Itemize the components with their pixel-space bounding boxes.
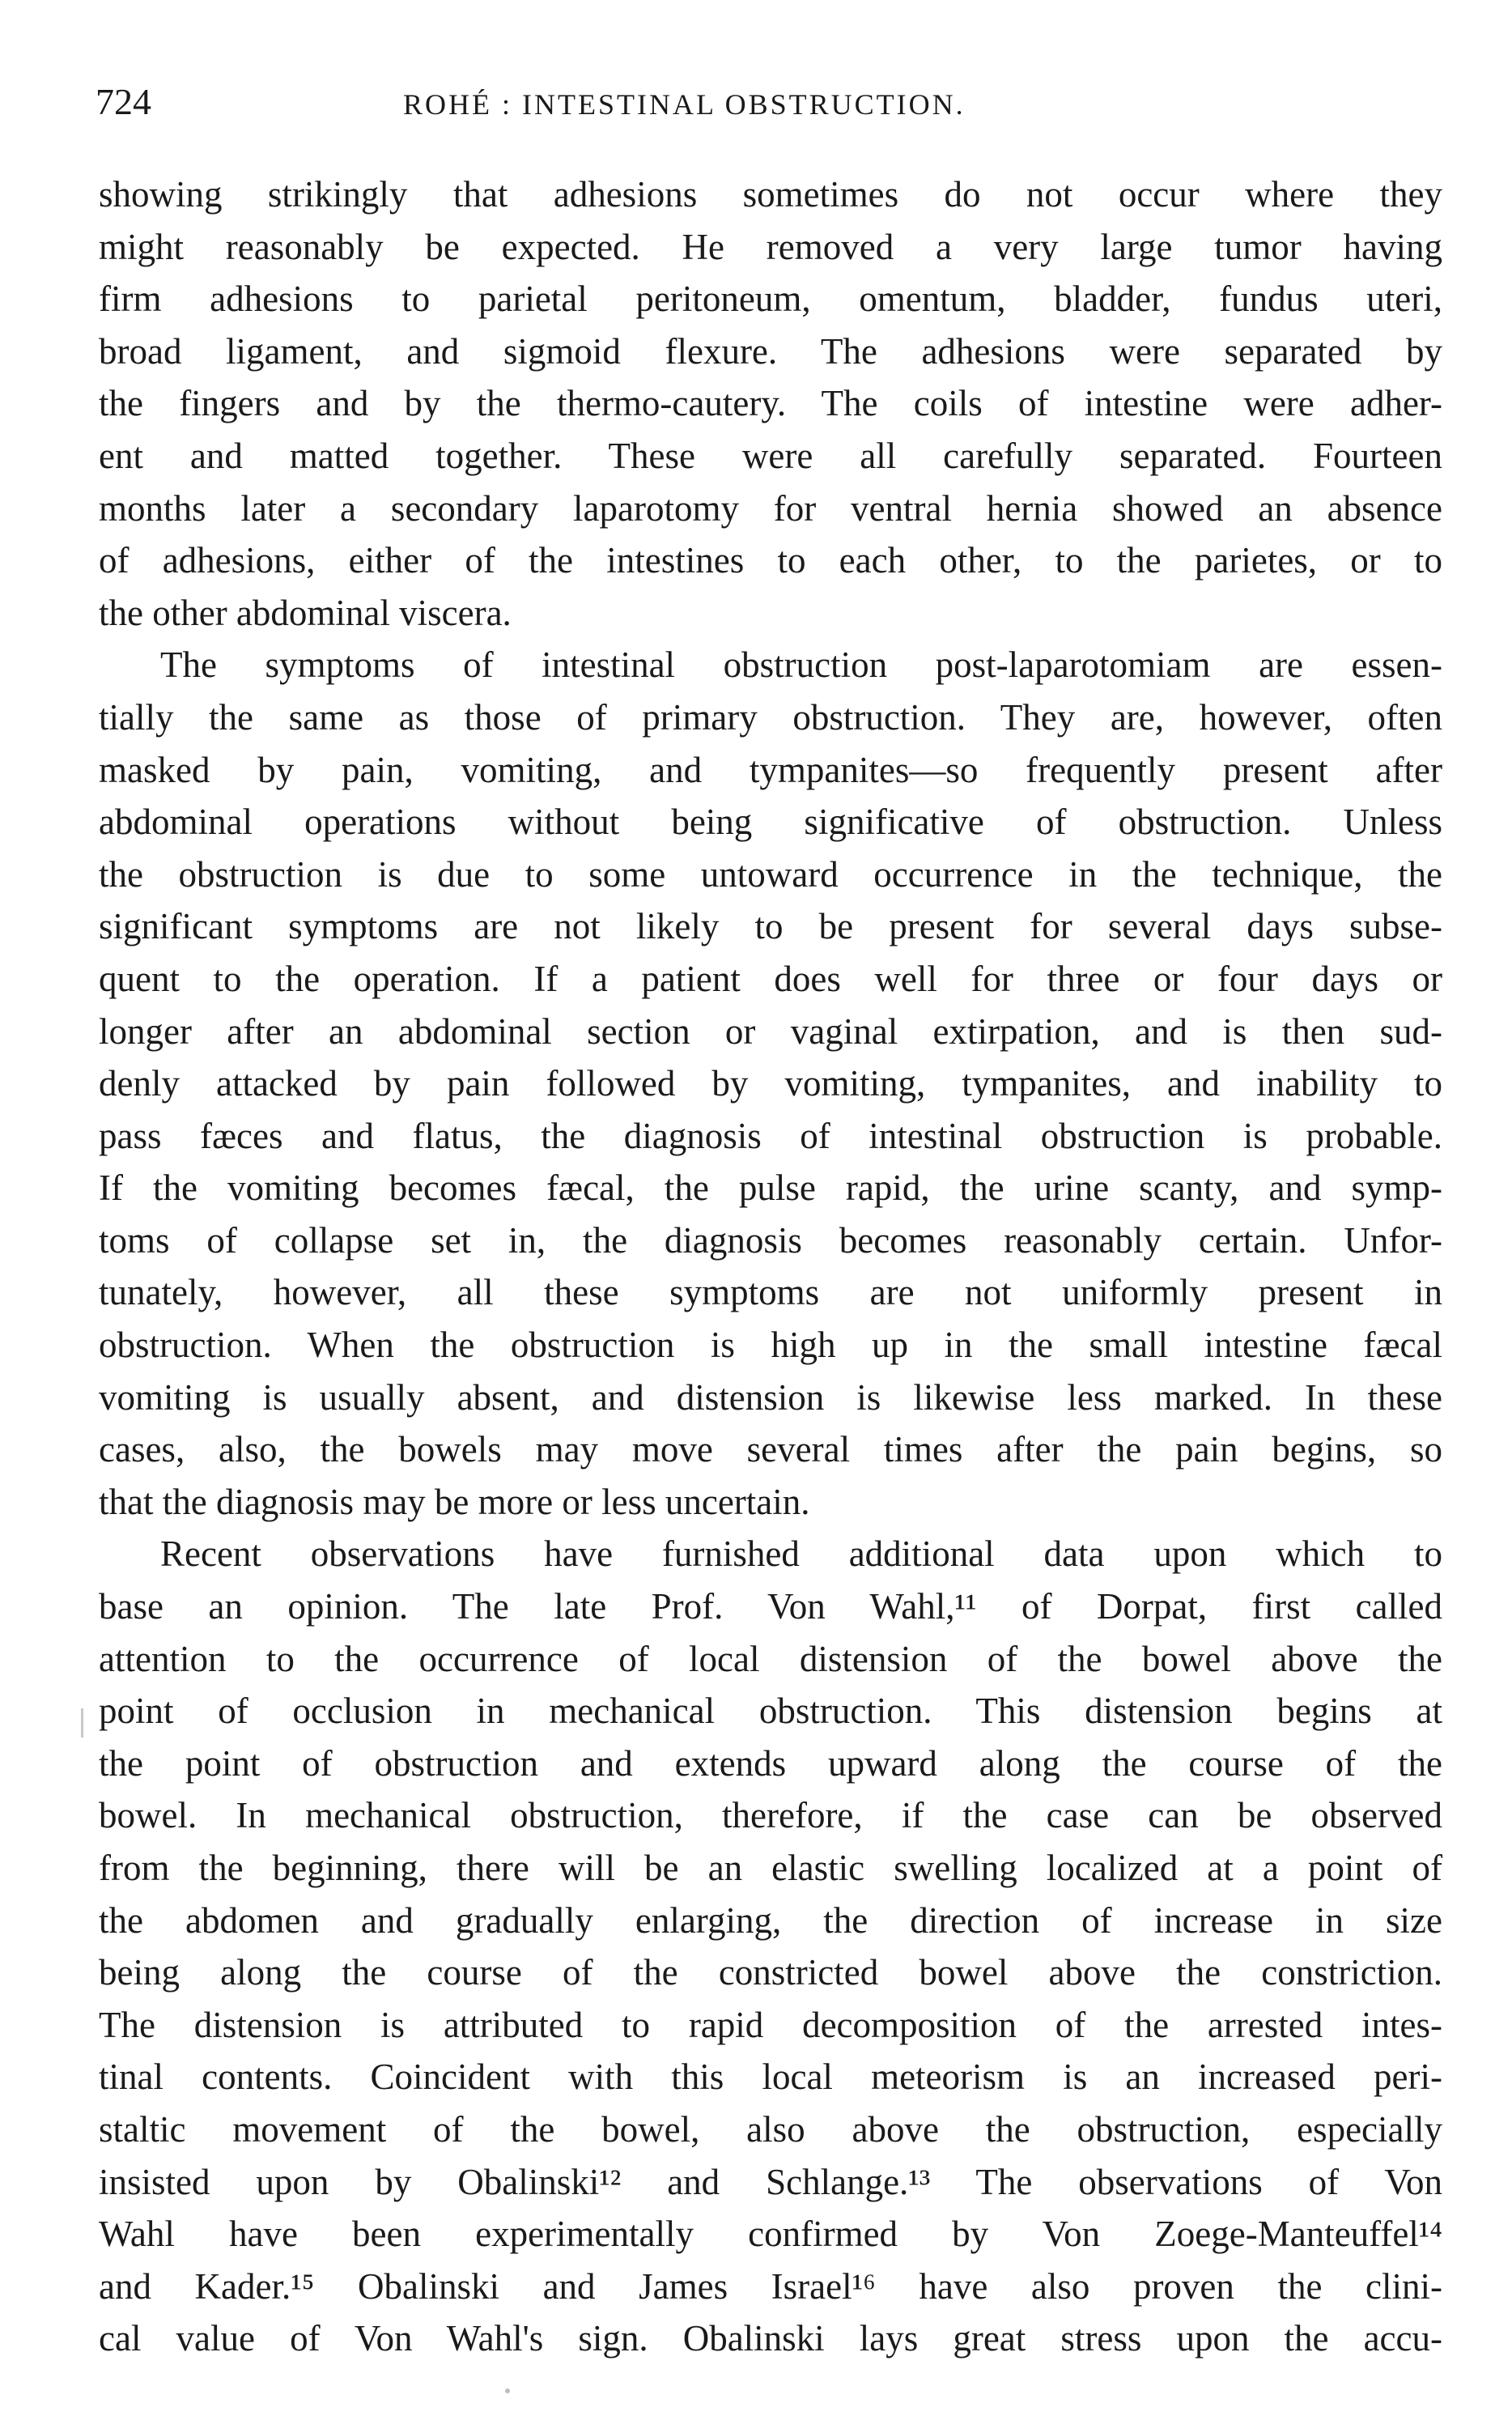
text-line: the obstruction is due to some untoward occurrence in the technique, the (99, 853, 1442, 895)
paragraph-start-line: The symptoms of intestinal obstruction post-laparotomiam are essen- (160, 644, 1442, 686)
text-line: If the vomiting becomes fæcal, the pulse rapid, the urine scanty, and symp- (99, 1168, 1442, 1209)
text-line: significant symptoms are not likely to be present for several days subse- (99, 906, 1442, 947)
text-line: cal value of Von Wahl's sign. Obalinski lays great stress upon the accu- (99, 2318, 1442, 2359)
text-line: masked by pain, vomiting, and tympanites—so frequently present after (99, 749, 1442, 790)
text-line: insisted upon by Obalinski¹² and Schlange.¹³ The observations of Von (99, 2161, 1442, 2202)
text-line: might reasonably be expected. He removed a very large tumor having (99, 226, 1442, 267)
text-line: The distension is attributed to rapid decomposition of the arrested intes- (99, 2004, 1442, 2045)
text-line: and Kader.¹⁵ Obalinski and James Israel¹⁶ have also proven the clini- (99, 2265, 1442, 2307)
text-line: being along the course of the constricted bowel above the constriction. (99, 1952, 1442, 1993)
text-line: Wahl have been experimentally confirmed by Von Zoege-Manteuffel¹⁴ (99, 2214, 1442, 2255)
margin-mark (81, 1708, 83, 1738)
text-line: denly attacked by pain followed by vomiting, tympanites, and inability to (99, 1063, 1442, 1104)
text-line: firm adhesions to parietal peritoneum, omentum, bladder, fundus uteri, (99, 279, 1442, 320)
text-line: the point of obstruction and extends upward along the course of the (99, 1742, 1442, 1784)
running-title: ROHÉ : INTESTINAL OBSTRUCTION. (403, 88, 966, 121)
text-line: broad ligament, and sigmoid flexure. The adhesions were separated by (99, 330, 1442, 372)
print-speck (505, 2388, 510, 2393)
text-line: bowel. In mechanical obstruction, therefore, if the case can be observed (99, 1795, 1442, 1836)
text-line: that the diagnosis may be more or less uncertain. (99, 1481, 810, 1522)
text-line: the other abdominal viscera. (99, 592, 512, 633)
text-line: of adhesions, either of the intestines to each other, to the parietes, or to (99, 540, 1442, 581)
text-line: obstruction. When the obstruction is high up in the small intestine fæcal (99, 1325, 1442, 1366)
text-line: pass fæces and flatus, the diagnosis of intestinal obstruction is probable. (99, 1115, 1442, 1156)
text-line: tially the same as those of primary obstruction. They are, however, often (99, 696, 1442, 738)
text-line: the fingers and by the thermo-cautery. The coils of intestine were adher- (99, 383, 1442, 424)
text-line: quent to the operation. If a patient does well for three or four days or (99, 958, 1442, 999)
text-line: vomiting is usually absent, and distension is likewise less marked. In these (99, 1376, 1442, 1418)
text-line: toms of collapse set in, the diagnosis becomes reasonably certain. Unfor- (99, 1219, 1442, 1261)
text-line: tinal contents. Coincident with this local meteorism is an increased peri- (99, 2057, 1442, 2098)
text-line: base an opinion. The late Prof. Von Wahl,¹¹ of Dorpat, first called (99, 1586, 1442, 1627)
page-header (96, 78, 1472, 134)
text-line: abdominal operations without being significative of obstruction. Unless (99, 802, 1442, 843)
text-line: showing strikingly that adhesions sometimes do not occur where they (99, 174, 1442, 215)
text-line: months later a secondary laparotomy for ventral hernia showed an absence (99, 487, 1442, 529)
text-line: from the beginning, there will be an elastic swelling localized at a point of (99, 1848, 1442, 1888)
text-line: tunately, however, all these symptoms are not uniformly present in (99, 1272, 1442, 1313)
text-line: staltic movement of the bowel, also above the obstruction, especially (99, 2108, 1442, 2150)
text-line: ent and matted together. These were all carefully separated. Fourteen (99, 435, 1442, 476)
text-line: point of occlusion in mechanical obstruction. This distension begins at (99, 1691, 1442, 1732)
text-line: longer after an abdominal section or vaginal extirpation, and is then sud- (99, 1010, 1442, 1052)
text-line: attention to the occurrence of local distension of the bowel above the (99, 1638, 1442, 1679)
body-text (99, 168, 1442, 2365)
text-line: the abdomen and gradually enlarging, the direction of increase in size (99, 1899, 1442, 1941)
page-number: 724 (96, 81, 151, 122)
paragraph-start-line: Recent observations have furnished additional data upon which to (160, 1533, 1442, 1575)
text-line: cases, also, the bowels may move several times after the pain begins, so (99, 1429, 1442, 1470)
